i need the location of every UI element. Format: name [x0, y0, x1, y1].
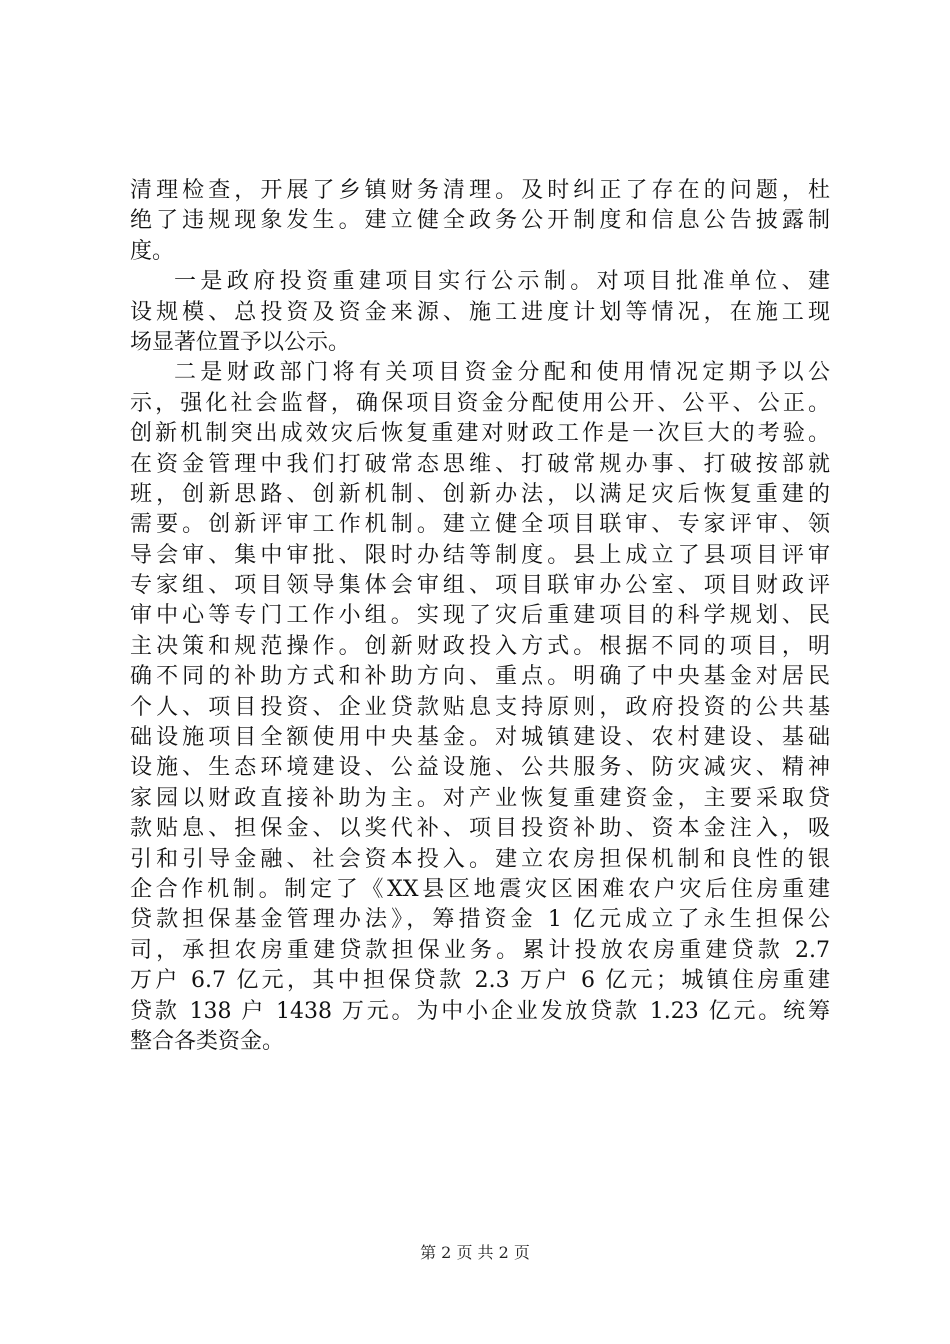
- text-line: 万户 6.7 亿元，其中担保贷款 2.3 万户 6 亿元；城镇住房重建: [130, 968, 830, 994]
- text-line: 础设施项目全额使用中央基金。对城镇建设、农村建设、基础: [130, 725, 830, 751]
- text-line: 个人、项目投资、企业贷款贴息支持原则，政府投资的公共基: [130, 694, 830, 720]
- text-line: 贷款担保基金管理办法》，筹措资金 1 亿元成立了永生担保公: [130, 907, 830, 933]
- page-footer: 第 2 页 共 2 页: [420, 1243, 530, 1262]
- text-line: 确不同的补助方式和补助方向、重点。明确了中央基金对居民: [130, 664, 830, 690]
- text-line: 司，承担农房重建贷款担保业务。累计投放农房重建贷款 2.7: [130, 937, 830, 963]
- text-line: 班，创新思路、创新机制、创新办法，以满足灾后恢复重建的: [130, 481, 830, 507]
- text-line: 设规模、总投资及资金来源、施工进度计划等情况，在施工现: [130, 299, 830, 325]
- text-line: 需要。创新评审工作机制。建立健全项目联审、专家评审、领: [130, 512, 830, 538]
- text-line: 示，强化社会监督，确保项目资金分配使用公开、公平、公正。: [130, 390, 830, 416]
- text-line: 引和引导金融、社会资本投入。建立农房担保机制和良性的银: [130, 846, 830, 872]
- text-line: 一是政府投资重建项目实行公示制。对项目批准单位、建: [174, 269, 830, 295]
- text-line: 专家组、项目领导集体会审组、项目联审办公室、项目财政评: [130, 573, 830, 599]
- text-line: 清理检查，开展了乡镇财务清理。及时纠正了存在的问题，杜: [130, 178, 830, 203]
- text-line: 家园以财政直接补助为主。对产业恢复重建资金，主要采取贷: [130, 785, 830, 811]
- text-line: 贷款 138 户 1438 万元。为中小企业发放贷款 1.23 亿元。统筹: [130, 998, 830, 1024]
- text-line: 整合各类资金。: [130, 1028, 285, 1054]
- text-line: 设施、生态环境建设、公益设施、公共服务、防灾减灾、精神: [130, 755, 830, 781]
- text-line: 二是财政部门将有关项目资金分配和使用情况定期予以公: [174, 360, 830, 386]
- text-line: 企合作机制。制定了《XX县区地震灾区困难农户灾后住房重建: [130, 876, 830, 902]
- text-line: 创新机制突出成效灾后恢复重建对财政工作是一次巨大的考验。: [130, 421, 830, 447]
- text-line: 导会审、集中审批、限时办结等制度。县上成立了县项目评审: [130, 542, 830, 568]
- text-line: 绝了违规现象发生。建立健全政务公开制度和信息公告披露制: [130, 208, 830, 234]
- text-line: 场显著位置予以公示。: [130, 329, 351, 355]
- text-line: 度。: [130, 238, 175, 264]
- text-line: 款贴息、担保金、以奖代补、项目投资补助、资本金注入，吸: [130, 816, 830, 842]
- document-body: [130, 176, 830, 1057]
- text-line: 主决策和规范操作。创新财政投入方式。根据不同的项目，明: [130, 633, 830, 659]
- text-line: 审中心等专门工作小组。实现了灾后重建项目的科学规划、民: [130, 603, 830, 629]
- text-line: 在资金管理中我们打破常态思维、打破常规办事、打破按部就: [130, 451, 830, 477]
